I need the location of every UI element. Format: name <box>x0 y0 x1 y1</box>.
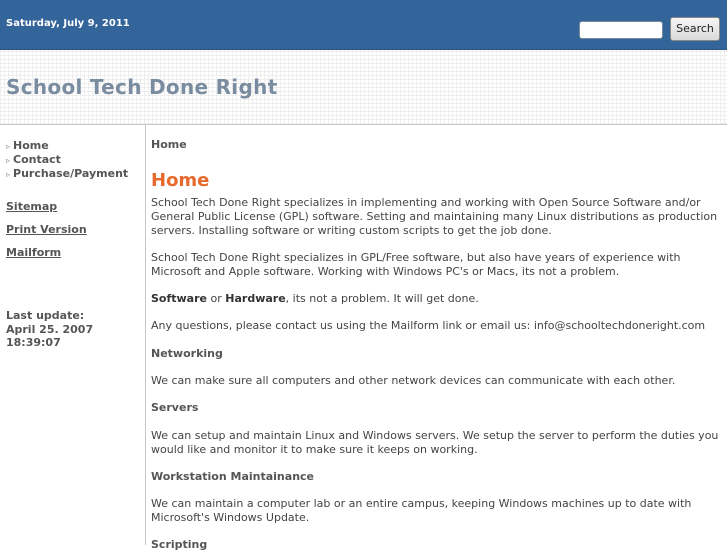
section-heading-workstation: Workstation Maintainance <box>151 470 315 483</box>
sidebar-item-purchase[interactable] <box>6 167 128 180</box>
last-update-label: Last update: <box>6 309 85 322</box>
current-date: Saturday, July 9, 2011 <box>6 18 130 29</box>
hardware-term: Hardware <box>225 292 286 305</box>
software-hardware-rest: , its not a problem. It will get done. <box>285 292 479 305</box>
section-text-workstation: We can maintain a computer lab or an entire campus, keeping Windows machines up to date with Microsoft's Windows Update. <box>151 497 692 524</box>
section-heading-scripting: Scripting <box>151 538 208 551</box>
main-content <box>151 125 721 551</box>
nav-label: Purchase/Payment <box>13 167 129 180</box>
section-text-servers: We can setup and maintain Linux and Windows servers. We setup the server to perform the duties you would like and monitor it to make sure it keeps on working. <box>151 429 719 456</box>
search-input[interactable] <box>579 21 663 39</box>
sidebar-item-contact[interactable] <box>6 153 61 166</box>
contact-paragraph: Any questions, please contact us using the Mailform link or email us: info@schooltechdoneright.com <box>151 319 706 332</box>
software-term: Software <box>151 292 207 305</box>
sidebar <box>0 125 146 545</box>
nav-bullet-icon: ▹ <box>6 142 11 151</box>
print-version-link[interactable]: Print Version <box>6 223 87 236</box>
mailform-link[interactable]: Mailform <box>6 246 62 259</box>
section-heading-servers: Servers <box>151 401 199 414</box>
site-title[interactable]: School Tech Done Right <box>6 75 278 99</box>
page-title: Home <box>151 170 210 191</box>
sidebar-item-home[interactable] <box>6 139 49 152</box>
nav-bullet-icon: ▹ <box>6 170 11 179</box>
software-hardware-paragraph <box>151 292 721 306</box>
or-word: or <box>210 292 222 305</box>
breadcrumb[interactable]: Home <box>151 138 187 151</box>
nav-label: Home <box>13 139 49 152</box>
nav-label: Contact <box>13 153 61 166</box>
section-heading-networking: Networking <box>151 347 223 360</box>
last-update-value: April 25. 2007 18:39:07 <box>6 323 94 349</box>
experience-paragraph: School Tech Done Right specializes in GPL/Free software, but also have years of experience with Microsoft and Apple software. Working with Windows PC's or Macs, its not a problem. <box>151 251 681 278</box>
section-text-networking: We can make sure all computers and other network devices can communicate with each other. <box>151 374 676 387</box>
search-button[interactable]: Search <box>670 17 720 41</box>
nav-bullet-icon: ▹ <box>6 156 11 165</box>
site-header <box>0 50 727 125</box>
top-bar <box>0 0 727 50</box>
intro-paragraph: School Tech Done Right specializes in implementing and working with Open Source Software and/or General Public License (GPL) software. Setting and maintaining many Linux distributions as production servers. Installing software or writing custom scripts to get the job done. <box>151 196 718 237</box>
sitemap-link[interactable]: Sitemap <box>6 200 58 213</box>
